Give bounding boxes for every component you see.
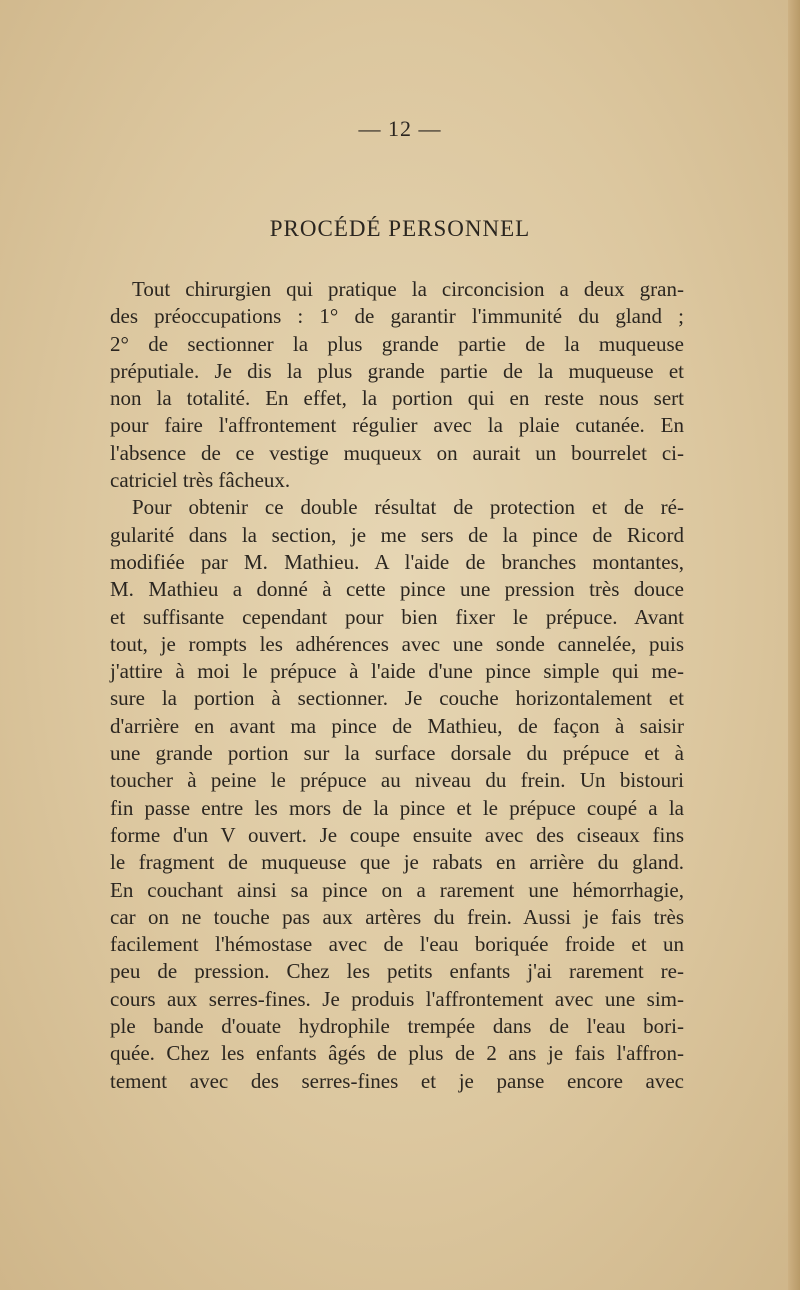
text-line: ple bande d'ouate hydrophile trempée dans de l'eau bori-: [110, 1014, 684, 1039]
text-line: Pour obtenir ce double résultat de protection et de ré-: [132, 495, 684, 520]
text-line: fin passe entre les mors de la pince et le prépuce coupé a la: [110, 795, 684, 820]
text-line: préputiale. Je dis la plus grande partie de la muqueuse et: [110, 358, 684, 383]
text-line: tement avec des serres-fines et je panse encore avec: [110, 1068, 684, 1093]
text-line: des préoccupations : 1° de garantir l'immunité du gland ;: [110, 304, 684, 329]
text-line: catriciel très fâcheux.: [110, 468, 291, 493]
text-line: peu de pression. Chez les petits enfants j'ai rarement re-: [110, 959, 684, 984]
text-line: sure la portion à sectionner. Je couche horizontalement et: [110, 686, 684, 711]
text-line: d'arrière en avant ma pince de Mathieu, de façon à saisir: [110, 713, 684, 738]
text-line: gularité dans la section, je me sers de la pince de Ricord: [110, 522, 684, 547]
text-line: quée. Chez les enfants âgés de plus de 2 ans je fais l'affron-: [110, 1041, 684, 1066]
text-line: M. Mathieu a donné à cette pince une pression très douce: [110, 577, 684, 602]
text-line: En couchant ainsi sa pince on a rarement une hémorrhagie,: [110, 877, 684, 902]
text-line: j'attire à moi le prépuce à l'aide d'une pince simple qui me-: [110, 659, 684, 684]
text-line: car on ne touche pas aux artères du frein. Aussi je fais très: [110, 904, 684, 929]
page-edge-shadow: [788, 0, 800, 1290]
section-heading: PROCÉDÉ PERSONNEL: [269, 216, 531, 241]
text-line: et suffisante cependant pour bien fixer le prépuce. Avant: [110, 604, 684, 629]
text-line: non la totalité. En effet, la portion qui en reste nous sert: [110, 386, 684, 411]
text-line: facilement l'hémostase avec de l'eau boriquée froide et un: [110, 932, 684, 957]
text-line: modifiée par M. Mathieu. A l'aide de branches montantes,: [110, 549, 684, 574]
text-line: Tout chirurgien qui pratique la circoncision a deux gran-: [132, 277, 684, 301]
text-line: 2° de sectionner la plus grande partie de la muqueuse: [110, 331, 684, 356]
text-line: une grande portion sur la surface dorsale du prépuce et à: [110, 741, 684, 766]
text-line: forme d'un V ouvert. Je coupe ensuite avec des ciseaux fins: [110, 822, 684, 847]
text-line: le fragment de muqueuse que je rabats en arrière du gland.: [110, 850, 684, 875]
text-line: cours aux serres-fines. Je produis l'affrontement avec une sim-: [110, 986, 684, 1011]
text-line: tout, je rompts les adhérences avec une sonde cannelée, puis: [110, 631, 684, 656]
page-number: — 12 —: [358, 116, 442, 141]
text-line: l'absence de ce vestige muqueux on aurait un bourrelet ci-: [110, 440, 684, 465]
text-line: toucher à peine le prépuce au niveau du frein. Un bistouri: [110, 768, 684, 793]
body-text: [110, 276, 684, 1095]
text-line: pour faire l'affrontement régulier avec la plaie cutanée. En: [110, 413, 684, 438]
